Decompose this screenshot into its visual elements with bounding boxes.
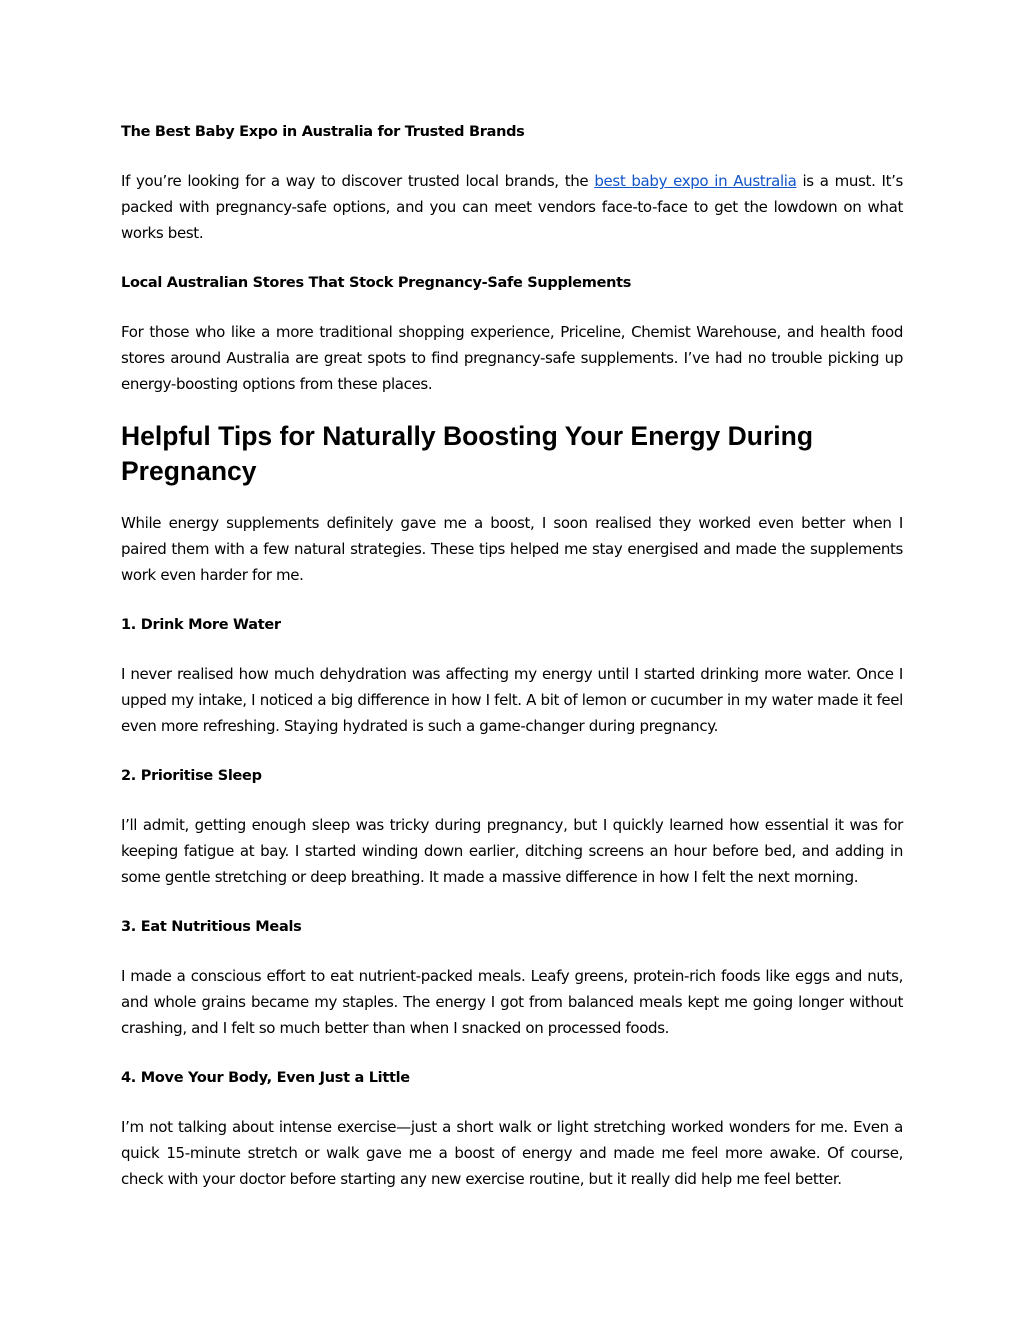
expo-paragraph-text-before: If you’re looking for a way to discover trusted local brands, the (121, 172, 595, 190)
tip3-paragraph: I made a conscious effort to eat nutrient-packed meals. Leafy greens, protein-rich foods like eggs and nuts, and whole grains became my staples. The energy I got from balanced meals kept me going longer without crashing, and I felt so much better than when I snacked on processed foods. (121, 967, 903, 1037)
tip1-paragraph: I never realised how much dehydration was affecting my energy until I started drinking more water. Once I upped my intake, I noticed a big difference in how I felt. A bit of lemon or cucumber in my water made it feel even more refreshing. Staying hydrated is such a game-changer during pregnancy. (121, 665, 903, 735)
stores-paragraph: For those who like a more traditional shopping experience, Priceline, Chemist Warehouse, and health food stores around Australia are great spots to find pregnancy-safe supplements. I’ve had no trouble picking up energy-boosting options from these places. (121, 323, 903, 393)
tips-intro-paragraph: While energy supplements definitely gave me a boost, I soon realised they worked even better when I paired them with a few natural strategies. These tips helped me stay energised and made the supplements work even harder for me. (121, 514, 903, 584)
expo-heading: The Best Baby Expo in Australia for Trusted Brands (121, 124, 525, 140)
tip2-paragraph: I’ll admit, getting enough sleep was tricky during pregnancy, but I quickly learned how essential it was for keeping fatigue at bay. I started winding down earlier, ditching screens an hour before bed, and adding in some gentle stretching or deep breathing. It made a massive difference in how I felt the next morning. (121, 816, 903, 886)
tip1-heading: 1. Drink More Water (121, 617, 281, 633)
tip4-heading: 4. Move Your Body, Even Just a Little (121, 1070, 410, 1086)
expo-paragraph-text-after: is a must. It’s packed with pregnancy-safe options, and you can meet vendors face-to-face to get the lowdown on what works best. (121, 172, 903, 242)
stores-heading: Local Australian Stores That Stock Pregnancy-Safe Supplements (121, 275, 632, 291)
tip3-heading: 3. Eat Nutritious Meals (121, 919, 302, 935)
tip4-paragraph: I’m not talking about intense exercise—just a short walk or light stretching worked wonders for me. Even a quick 15-minute stretch or walk gave me a boost of energy and made me feel more awake. Of course, check with your doctor before starting any new exercise routine, but it really did help me feel better. (121, 1118, 903, 1188)
expo-paragraph (121, 168, 903, 246)
best-baby-expo-link[interactable]: best baby expo in Australia (594, 172, 797, 190)
tips-section-title: Helpful Tips for Naturally Boosting Your Energy During Pregnancy (121, 421, 814, 486)
tip2-heading: 2. Prioritise Sleep (121, 768, 262, 784)
document-page (121, 122, 903, 1192)
